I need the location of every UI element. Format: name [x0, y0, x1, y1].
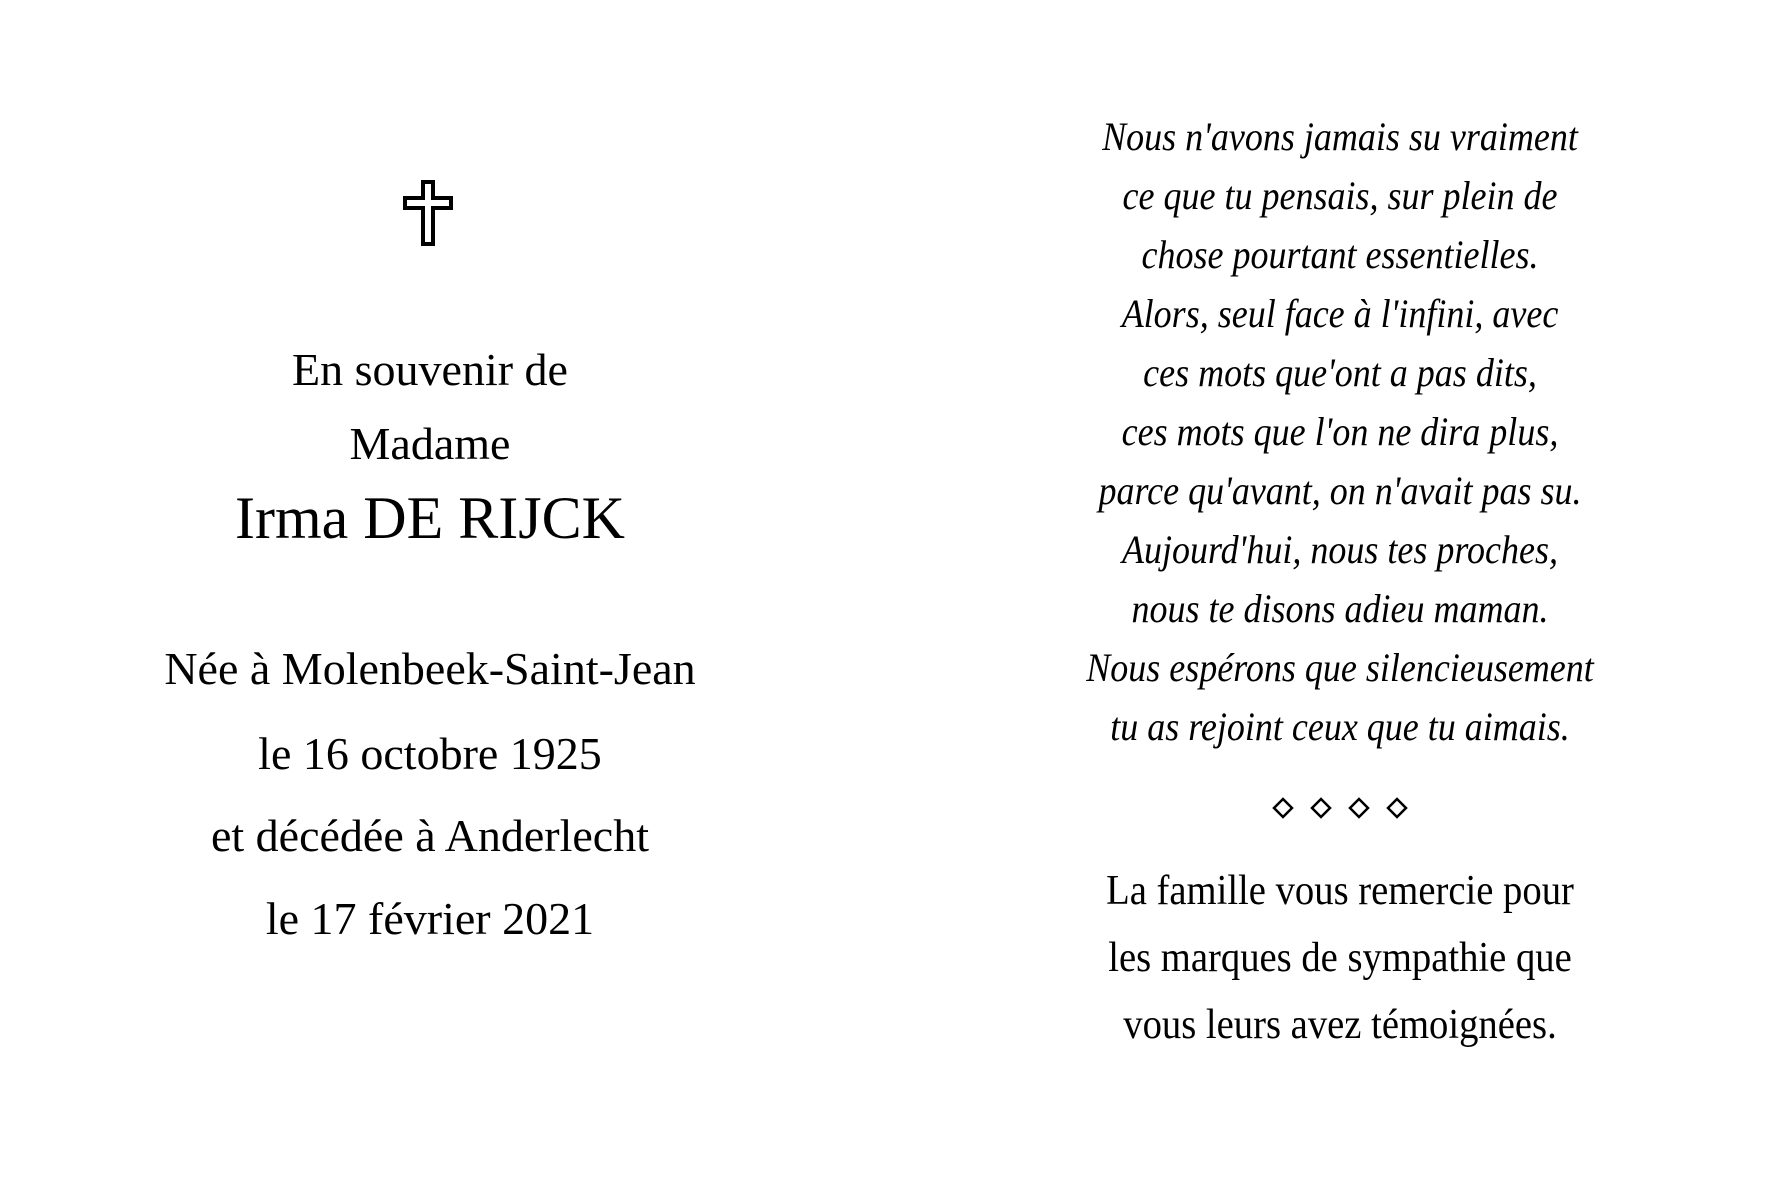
- title-text: Madame: [349, 418, 511, 469]
- poem-line: ce que tu pensais, sur plein de: [1122, 173, 1558, 218]
- diamond-icon: [1310, 797, 1332, 819]
- intro-text: En souvenir de: [292, 344, 568, 395]
- thanks-line: La famille vous remercie pour: [1106, 868, 1574, 914]
- thanks-line: vous leurs avez témoignées.: [1123, 1002, 1557, 1048]
- birth-date: le 16 octobre 1925: [258, 728, 602, 779]
- poem-line: ces mots que'ont a pas dits,: [1143, 350, 1537, 395]
- cross-icon: [400, 180, 456, 248]
- poem-line: Aujourd'hui, nous tes proches,: [1121, 527, 1558, 572]
- poem-line: tu as rejoint ceux que tu aimais.: [1110, 704, 1570, 749]
- deceased-name: Irma DE RIJCK: [235, 485, 625, 551]
- diamond-icon: [1272, 797, 1294, 819]
- birth-place: Née à Molenbeek-Saint-Jean: [164, 643, 696, 694]
- right-panel: [1000, 0, 1680, 1181]
- death-date: le 17 février 2021: [265, 893, 595, 944]
- poem-line: Nous espérons que silencieusement: [1086, 645, 1594, 690]
- poem-line: parce qu'avant, on n'avait pas su.: [1098, 468, 1582, 513]
- poem-line: Nous n'avons jamais su vraiment: [1102, 114, 1578, 159]
- thanks-line: les marques de sympathie que: [1108, 935, 1572, 981]
- death-place: et décédée à Anderlecht: [210, 810, 649, 861]
- diamond-icon: [1348, 797, 1370, 819]
- ornament-divider-icon: [1000, 797, 1680, 819]
- poem-line: Alors, seul face à l'infini, avec: [1121, 291, 1559, 336]
- left-panel: [0, 0, 860, 1181]
- poem-line: ces mots que l'on ne dira plus,: [1121, 409, 1559, 454]
- poem-line: nous te disons adieu maman.: [1131, 586, 1549, 631]
- diamond-icon: [1386, 797, 1408, 819]
- poem-line: chose pourtant essentielles.: [1141, 232, 1539, 277]
